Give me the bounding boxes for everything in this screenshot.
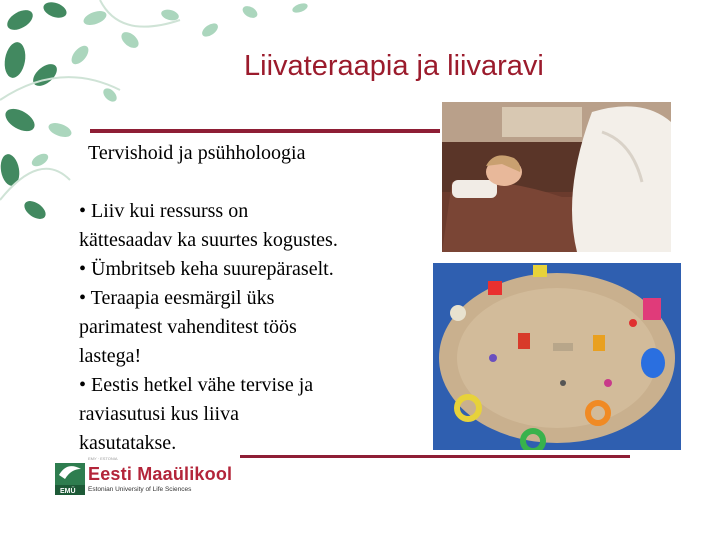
sand-bath-photo (442, 102, 671, 252)
bullet-line: kasutatakse. (79, 432, 177, 454)
logo-name: Eesti Maaülikool (88, 464, 233, 484)
logo-subname: Estonian University of Life Sciences (88, 486, 192, 493)
slide-title: Liivateraapia ja liivaravi (244, 50, 544, 82)
bullet-list (79, 197, 424, 458)
bullet-line: • Ümbritseb keha suurepäraselt. (79, 258, 334, 280)
footer-divider (240, 455, 630, 458)
slide-subtitle: Tervishoid ja psühholoogia (88, 142, 306, 164)
title-divider (90, 129, 440, 133)
bullet-line: kättesaadav ka suurtes kogustes. (79, 229, 338, 251)
bullet-line: • Teraapia eesmärgil üks (79, 287, 275, 309)
logo-tagline: ЕМУ · ESTONIA (88, 456, 118, 461)
bullet-line: raviasutusi kus liiva (79, 403, 239, 425)
bullet-line: • Liiv kui ressurss on (79, 200, 249, 222)
sandbox-toys-photo (433, 263, 681, 450)
bullet-line: parimatest vahenditest töös (79, 316, 297, 338)
svg-text:EMÜ: EMÜ (60, 488, 76, 495)
bullet-line: lastega! (79, 345, 142, 367)
bullet-line: • Eestis hetkel vähe tervise ja (79, 374, 314, 396)
